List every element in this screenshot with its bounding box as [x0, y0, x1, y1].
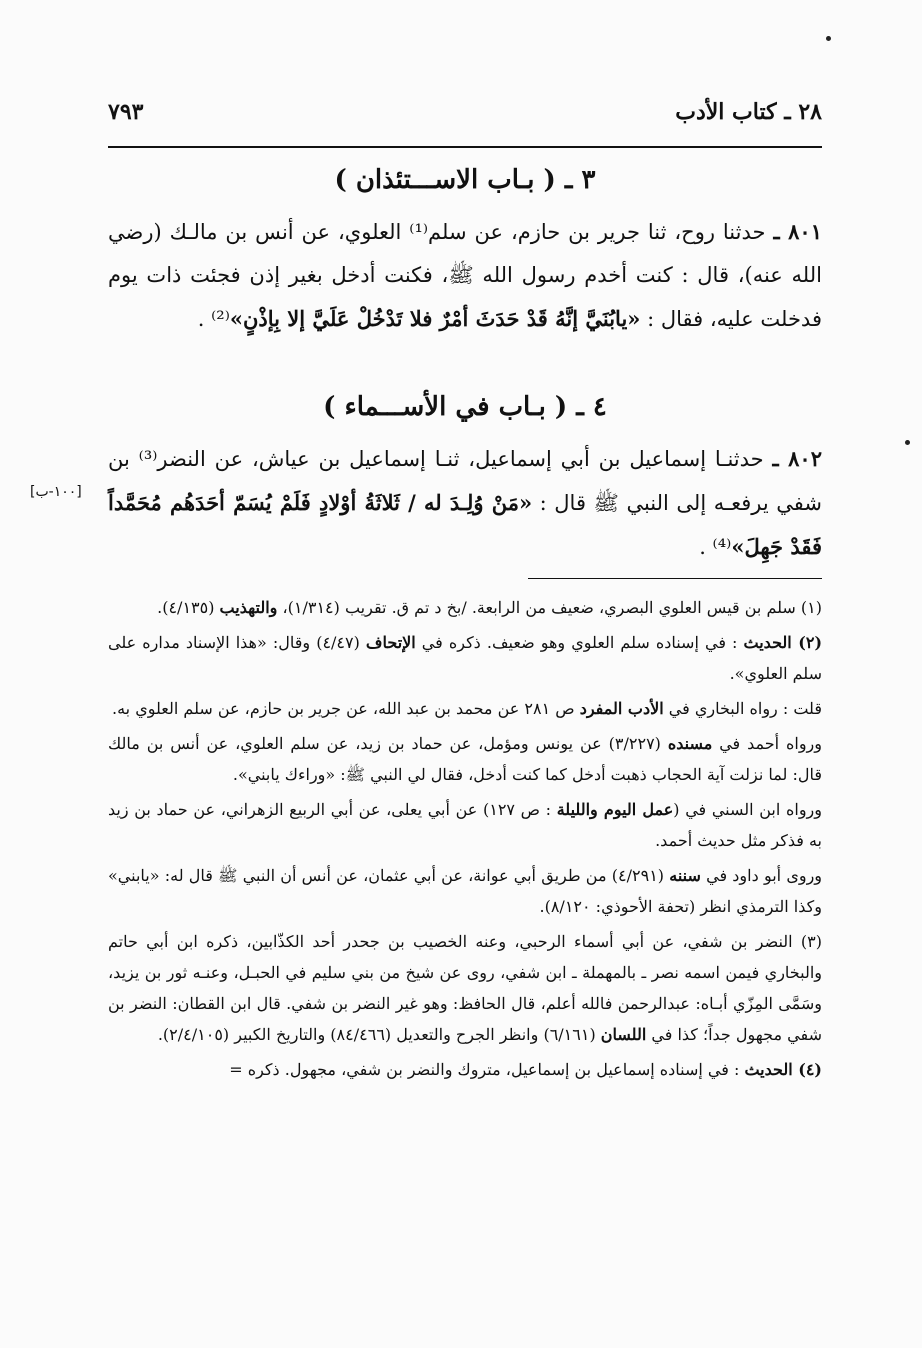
page-number: ٧٩٣	[108, 99, 144, 125]
footnote-2-abu-dawud: وروى أبو داود في سننه (٤/٢٩١) من طريق أبي عوانة، عن أبي عثمان، عن أنس أن النبي ﷺ قال له: «يابني» وكذا الترمذي انظر (تحفة الأحوذي: ٨/١٢٠).	[108, 866, 823, 916]
hadith-quote: «يابُنَيَّ إنَّهُ قَدْ حَدَثَ أمْرٌ فلا تَدْخُلْ عَلَيَّ إلا بِإذْنٍ»	[229, 306, 641, 331]
scan-speck	[905, 440, 910, 445]
manuscript-folio-note: [١٠٠-ب]	[30, 484, 82, 500]
hadith-number: ٨٠٢ ـ	[772, 446, 822, 471]
section-title-asmaa: ٤ ـ ( بـاب في الأســـماء )	[323, 392, 607, 422]
page-header	[108, 92, 822, 132]
footnote-rule	[528, 578, 822, 579]
footnote-2-ibn-sunni: ورواه ابن السني في (عمل اليوم والليلة : ص ١٢٧) عن أبي يعلى، عن أبي الربيع الزهراني، عن حماد بن زيد به فذكر مثل حديث أحمد.	[108, 800, 823, 850]
hadith-802	[108, 437, 822, 569]
footnote-ref: ⁽²⁾ .	[197, 307, 230, 331]
scan-speck	[826, 36, 831, 41]
hadith-text: حدثنا روح، ثنا جرير بن حازم، عن سلم⁽¹⁾ العلوي، عن أنس بن مالـك (رضي الله عنه)، قال : كنت أخدم رسول الله ﷺ، فكنت أدخل بغير إذن فجئت ذات يوم فدخلت عليه، فقال :	[108, 220, 822, 331]
footnote-2-bukhari: قلت : رواه البخاري في الأدب المفرد ص ٢٨١ عن محمد بن عبد الله، عن جرير بن حازم، عن سلم العلوي به.	[112, 699, 822, 718]
footnote-4: (٤) الحديث : في إسناده إسماعيل بن إسماعيل، متروك والنضر بن شفي، مجهول. ذكره =	[229, 1060, 822, 1079]
footnote-3: (٣) النضر بن شفي، عن أبي أسماء الرحبي، وعنه الخصيب بن جحدر أحد الكذّابين، ذكره ابن أبي حاتم والبخاري فيمن اسمه نصر ـ بالمهملة ـ ابن شفي، روى عن شيخ من بني سليم في الحبـل، وعنـه ثور بن يزيد، وسَمَّى المِزّي أبـاه: عبدالرحمن فالله أعلم، قال الحافظ: وهو غير النضر بن شفي. قال ابن القطان: النضر بن شفي مجهول جداً؛ كذا في اللسان (٦/١٦١) وانظر الجرح والتعديل (٨٤/٤٦٦) والتاريخ الكبير (٢/٤/١٠٥).	[108, 932, 822, 1044]
footnotes	[108, 592, 822, 1089]
hadith-text: حدثنـا إسماعيل بن أبي إسماعيل، ثنـا إسماعيل بن عياش، عن النضر⁽³⁾ بن شفي يرفعـه إلى النبي ﷺ قال :	[108, 447, 823, 515]
hadith-801	[108, 210, 822, 341]
footnote-2-ahmad: ورواه أحمد في مسنده (٣/٢٢٧) عن يونس ومؤمل، عن حماد بن زيد، عن سلم العلوي، عن أنس بن مالك قال: لما نزلت آية الحجاب ذهبت أدخل كما كنت أدخل، فقال لي النبي ﷺ: «وراءك يابني».	[108, 734, 823, 784]
section-title-istidhan: ٣ ـ ( بـاب الاســـتئذان )	[334, 165, 596, 195]
chapter-title: ٢٨ ـ كتاب الأدب	[675, 99, 822, 125]
footnote-2: (٢) الحديث : في إسناده سلم العلوي وهو ضعيف. ذكره في الإتحاف (٤/٤٧) وقال: «هذا الإسناد مداره على سلم العلوي».	[108, 633, 823, 683]
footnote-ref: ⁽⁴⁾ .	[699, 535, 732, 559]
hadith-quote: «مَنْ وُلِـدَ له / ثَلاثَةُ أوْلادٍ فَلَمْ يُسَمّ أحَدَهُم مُحَمَّداً فَقَدْ جَهِلَ»	[108, 490, 822, 559]
hadith-number: ٨٠١ ـ	[773, 219, 822, 244]
footnote-1: (١) سلم بن قيس العلوي البصري، ضعيف من الرابعة. /بخ د تم ق. تقريب (١/٣١٤)، والتهذيب (٤/١٣٥).	[157, 598, 822, 617]
header-rule	[108, 146, 822, 148]
